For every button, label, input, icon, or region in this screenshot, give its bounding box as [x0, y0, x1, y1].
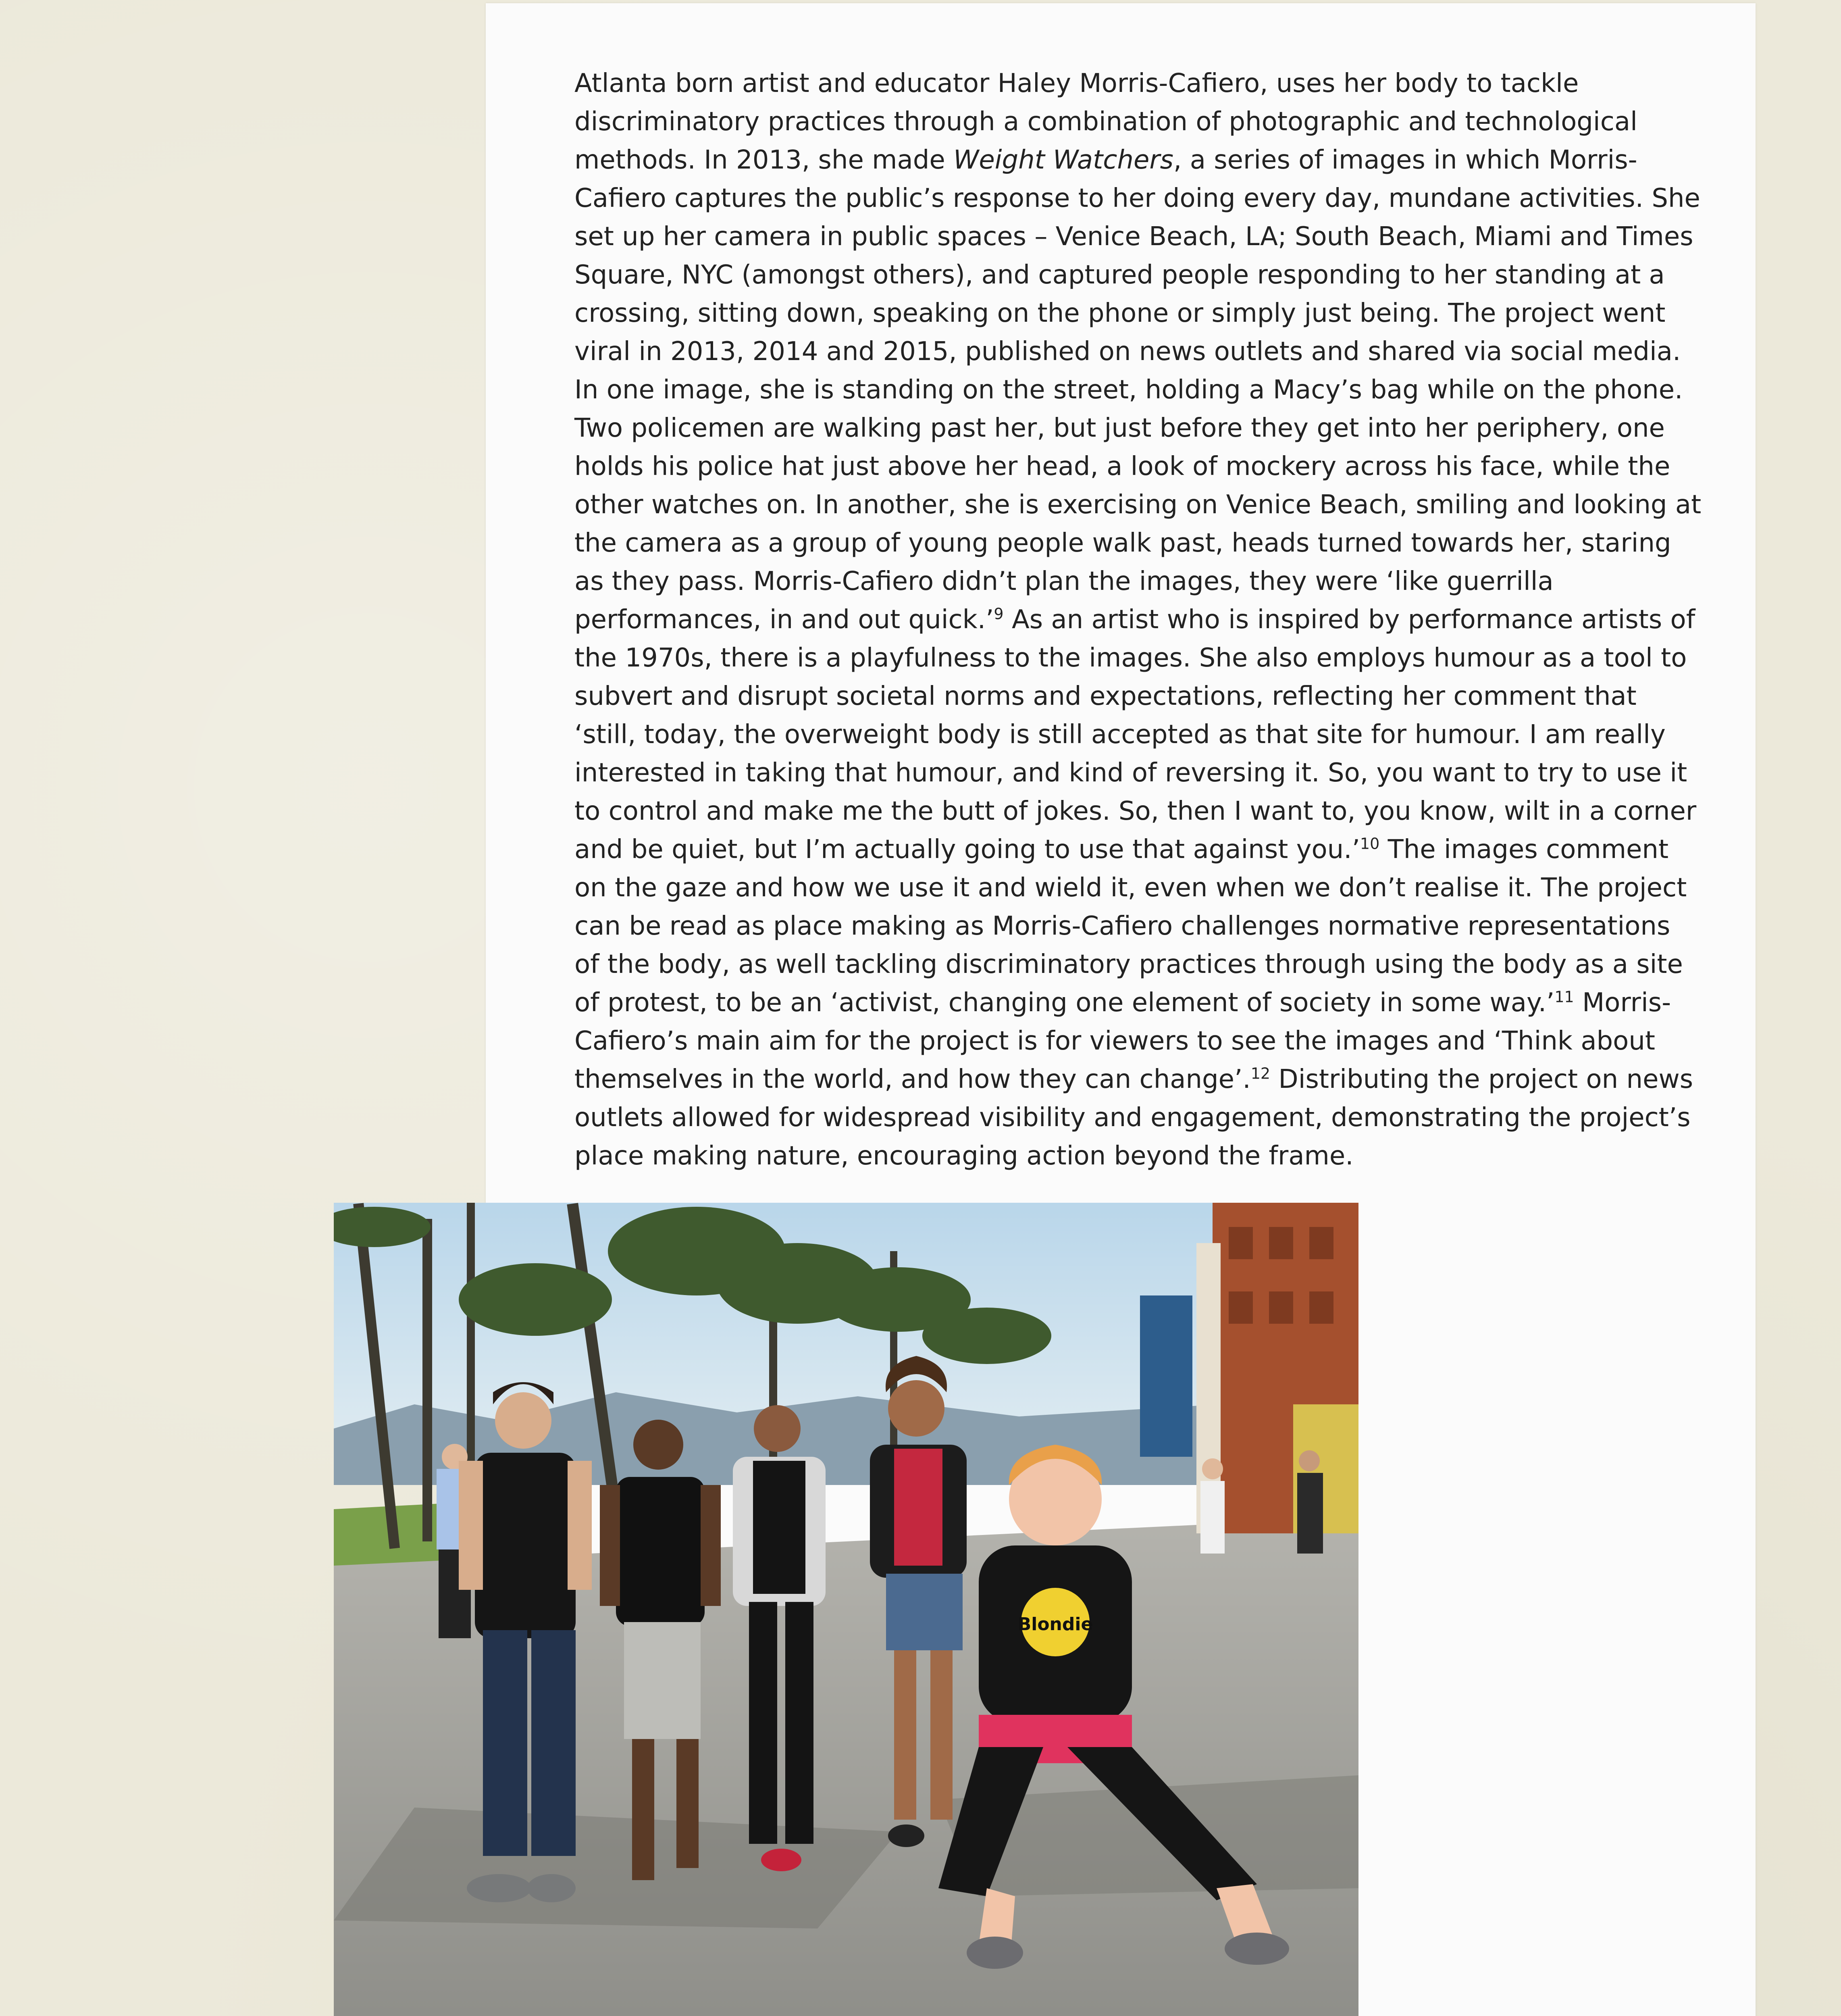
paragraph-text-1: Atlanta born artist and educator Haley Morris-Cafiero, uses her body to tackle discriminatory practices through a combination of photographic and technological methods. In 2013, she made [574, 69, 1637, 175]
photo-illustration [334, 1203, 1358, 2016]
paragraph-text-4: The images comment on the gaze and how we use it and wield it, even when we don’t realise it. The project can be read as place making as Morris-Cafiero challenges normative representations of the body, as well tackling discriminatory practices through using the body as a site of protest, to be an ‘activist, changing one element of society in some way.’ [574, 835, 1687, 1018]
paragraph-text-2: , a series of images in which Morris-Cafiero captures the public’s response to her doing every day, mundane activities. She set up her camera in public spaces – Venice Beach, LA; South Beach, Miami and Times Square, NYC (amongst others), and captured people responding to her standing at a crossing, sitting down, speaking on the phone or simply just being. The project went viral in 2013, 2014 and 2015, published on news outlets and shared via social media. In one image, she is standing on the street, holding a Macy’s bag while on the phone. Two policemen are walking past her, but just before they get into her periphery, one holds his police hat just above her head, a look of mockery across his face, while the other watches on. In another, she is exercising on Venice Beach, smiling and looking at the camera as a group of young people walk past, heads turned towards her, staring as they pass. Morris-Cafiero didn’t plan the images, they were ‘like guerrilla performances, in and out quick.’ [574, 145, 1702, 635]
paragraph-text-5: Morris-Cafiero’s main aim for the project is for viewers to see the images and ‘Think about themselves in the world, and how they can change’. [574, 988, 1671, 1094]
series-title: Weight Watchers [953, 145, 1173, 175]
footnote-ref-10: 10 [1360, 835, 1380, 853]
photo-blondie [334, 1203, 1358, 2016]
shirt-text: Blondie [1017, 1614, 1093, 1635]
paragraph-text-3: As an artist who is inspired by performance artists of the 1970s, there is a playfulness to the images. She also employs humour as a tool to subvert and disrupt societal norms and expectations, reflecting her comment that ‘still, today, the overweight body is still accepted as that site for humour. I am really interested in taking that humour, and kind of reversing it. So, you want to try to use it to control and make me the butt of jokes. So, then I want to, you know, wilt in a corner and be quiet, but I’m actually going to use that against you.’ [574, 605, 1697, 864]
paragraph-text-6: Distributing the project on news outlets allowed for widespread visibility and engagement, demonstrating the project’s place making nature, encouraging action beyond the frame. [574, 1064, 1693, 1171]
footnote-ref-11: 11 [1554, 988, 1574, 1006]
footnote-ref-9: 9 [994, 605, 1004, 623]
footnote-ref-12: 12 [1250, 1064, 1271, 1083]
essay-paragraph [574, 65, 1703, 1175]
